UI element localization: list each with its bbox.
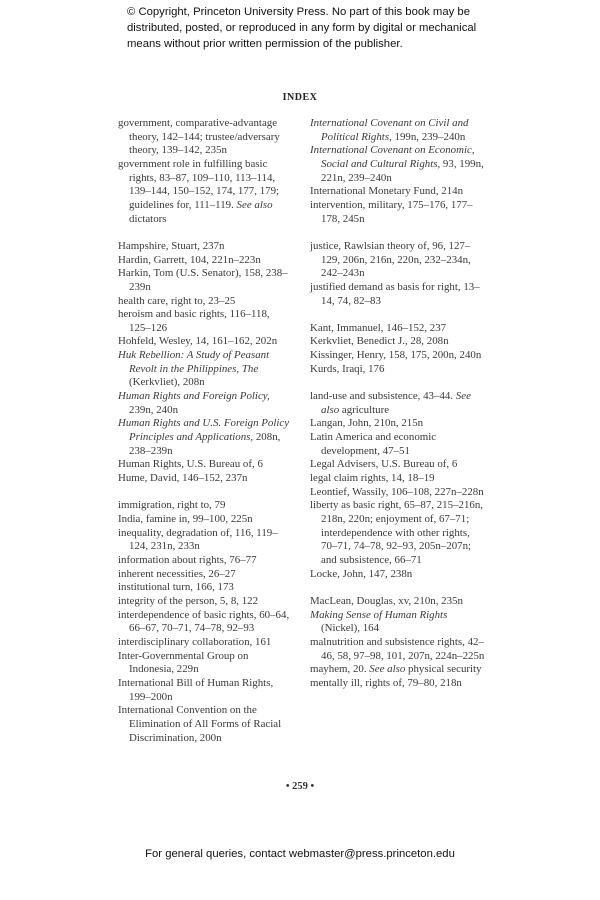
copyright-notice: © Copyright, Princeton University Press. No part of this book may be distributed, posted, or reproduced in any form by digital or mechanical means without prior written permission of the publisher. <box>127 6 477 50</box>
index-entry-text: 239n, 240n <box>129 403 179 416</box>
index-entry <box>310 185 486 199</box>
index-entry <box>310 417 486 431</box>
index-entry <box>118 240 294 254</box>
index-entry-text: inherent necessities, 26–27 <box>118 567 236 580</box>
index-entry <box>310 281 486 308</box>
index-entry <box>118 308 294 335</box>
index-entry <box>118 254 294 268</box>
index-entry <box>310 499 486 567</box>
index-entry-text: heroism and basic rights, 116–118, 125–126 <box>118 308 270 334</box>
index-column-right <box>310 117 486 691</box>
index-entry <box>310 390 486 417</box>
index-entry-italic-text: International Covenant on Economic, Social and Cultural Rights <box>310 144 475 170</box>
index-entry <box>118 513 294 527</box>
index-entry-text: Human Rights, U.S. Bureau of, 6 <box>118 458 263 471</box>
index-entry-italic-text: See also <box>369 663 406 676</box>
index-entry-text: government role in fulfilling basic rights, 83–87, 109–110, 113–114, 139–144, 150–152, 174, 177, 179; guidelines for, 111–119. <box>118 157 280 211</box>
index-entry-italic-text: Making Sense of Human Rights <box>310 608 448 621</box>
index-entry-text: Kerkvliet, Benedict J., 28, 208n <box>310 335 449 348</box>
index-entry-text: Kant, Immanuel, 146–152, 237 <box>310 321 447 334</box>
index-entry <box>118 581 294 595</box>
index-entry-text: 208n, 238–239n <box>129 431 281 457</box>
index-entry-text: mayhem, 20. <box>310 663 370 676</box>
index-entry <box>310 144 486 185</box>
index-entry-text: Leontief, Wassily, 106–108, 227n–228n <box>310 485 484 498</box>
index-entry-italic-text: See also <box>321 390 471 416</box>
index-entry-text: intervention, military, 175–176, 177–178, 245n <box>310 198 473 225</box>
index-entry <box>310 486 486 500</box>
index-entry-text: Hampshire, Stuart, 237n <box>118 239 225 252</box>
index-entry-italic-text: See also <box>236 198 273 211</box>
index-entry <box>118 390 294 417</box>
index-entry-text: , 93, 199n, 221n, 239–240n <box>321 157 484 184</box>
index-entry <box>118 677 294 704</box>
index-entry <box>310 609 486 636</box>
index-entry <box>310 363 486 377</box>
index-entry <box>310 636 486 663</box>
page-title: INDEX <box>282 92 318 103</box>
index-entry <box>310 472 486 486</box>
index-entry <box>118 417 294 458</box>
index-entry-text: Latin America and economic development, 47–51 <box>310 431 437 457</box>
index-entry <box>118 554 294 568</box>
index-entry-text: Harkin, Tom (U.S. Senator), 158, 238–239n <box>118 267 288 293</box>
index-entry <box>310 568 486 582</box>
index-entry-text: Hume, David, 146–152, 237n <box>118 472 248 485</box>
index-entry <box>310 199 486 226</box>
index-entry-text: interdisciplinary collaboration, 161 <box>118 635 272 648</box>
index-column-left <box>118 117 294 745</box>
index-entry <box>118 117 294 158</box>
index-entry-text: Legal Advisers, U.S. Bureau of, 6 <box>310 458 458 471</box>
index-entry <box>118 527 294 554</box>
index-entry <box>310 595 486 609</box>
index-entry <box>310 458 486 472</box>
index-entry <box>118 158 294 226</box>
index-entry-italic-text: Huk Rebellion: A Study of Peasant Revolt in the Philippines, The <box>118 349 270 375</box>
index-entry-text: legal claim rights, 14, 18–19 <box>310 472 435 485</box>
index-entry <box>118 458 294 472</box>
index-entry <box>310 322 486 336</box>
index-entry-text: integrity of the person, 5, 8, 122 <box>118 594 259 607</box>
index-entry-text: immigration, right to, 79 <box>118 499 226 512</box>
index-entry <box>310 349 486 363</box>
index-entry-text: , 199n, 239–240n <box>389 130 466 143</box>
index-entry <box>118 499 294 513</box>
index-entry-italic-text: Human Rights and U.S. Foreign Policy Principles and Applications, <box>118 417 290 444</box>
index-entry-text: justified demand as basis for right, 13–14, 74, 82–83 <box>310 280 480 307</box>
index-entry-text: International Convention on the Elimination of All Forms of Racial Discrimination, 200n <box>118 704 282 744</box>
index-entry-text: liberty as basic right, 65–87, 215–216n, 218n, 220n; enjoyment of, 67–71; interdependence with other rights, 70–71, 74–78, 92–93, 205n–207n; and subsistence, 66–71 <box>310 499 484 566</box>
index-entry-text: Hohfeld, Wesley, 14, 161–162, 202n <box>118 335 278 348</box>
footer-contact: For general queries, contact webmaster@press.princeton.edu <box>145 848 455 860</box>
index-entry-text: Hardin, Garrett, 104, 221n–223n <box>118 253 261 266</box>
index-entry <box>118 267 294 294</box>
index-entry-text: dictators <box>129 212 167 225</box>
index-entry <box>310 240 486 281</box>
index-entry-text: justice, Rawlsian theory of, 96, 127–129, 206n, 216n, 220n, 232–234n, 242–243n <box>310 239 471 280</box>
index-entry <box>310 117 486 144</box>
index-entry-text: Langan, John, 210n, 215n <box>310 417 424 430</box>
index-entry <box>118 295 294 309</box>
index-entry-text: (Kerkvliet), 208n <box>129 376 205 389</box>
index-entry <box>118 595 294 609</box>
index-entry <box>118 609 294 636</box>
index-entry-text: Locke, John, 147, 238n <box>310 567 413 580</box>
index-entry-text: government, comparative-advantage theory, 142–144; trustee/adversary theory, 139–142, 235n <box>118 117 280 157</box>
index-entry-text: health care, right to, 23–25 <box>118 294 236 307</box>
index-entry <box>310 431 486 458</box>
index-entry-italic-text: Human Rights and Foreign Policy, <box>118 390 270 403</box>
index-entry-text: interdependence of basic rights, 60–64, 66–67, 70–71, 74–78, 92–93 <box>118 608 290 635</box>
index-entry-text: International Bill of Human Rights, 199–200n <box>118 676 274 703</box>
index-entry-italic-text: International Covenant on Civil and Political Rights <box>310 117 469 143</box>
index-entry <box>118 568 294 582</box>
index-entry-text: institutional turn, 166, 173 <box>118 581 234 594</box>
index-entry-text: information about rights, 76–77 <box>118 553 257 566</box>
index-entry-text: mentally ill, rights of, 79–80, 218n <box>310 676 462 689</box>
index-entry <box>310 335 486 349</box>
index-entry-text: Kissinger, Henry, 158, 175, 200n, 240n <box>310 349 482 362</box>
index-entry-text: agriculture <box>339 403 390 416</box>
index-entry-text: Kurds, Iraqi, 176 <box>310 362 385 375</box>
index-entry <box>118 349 294 390</box>
index-entry <box>118 335 294 349</box>
index-entry-text: land-use and subsistence, 43–44. <box>310 390 456 403</box>
index-entry <box>118 650 294 677</box>
index-entry-text: International Monetary Fund, 214n <box>310 185 464 198</box>
index-entry <box>310 663 486 677</box>
index-entry-text: physical security <box>405 663 482 676</box>
index-entry-text: (Nickel), 164 <box>321 622 380 635</box>
index-entry <box>310 677 486 691</box>
index-entry-text: India, famine in, 99–100, 225n <box>118 513 253 525</box>
index-entry-text: inequality, degradation of, 116, 119–124, 231n, 233n <box>118 526 278 553</box>
index-entry-text: MacLean, Douglas, xv, 210n, 235n <box>310 594 463 607</box>
index-entry <box>118 472 294 486</box>
index-entry-text: malnutrition and subsistence rights, 42–46, 58, 97–98, 101, 207n, 224n–225n <box>310 635 485 662</box>
page-number: • 259 • <box>285 781 315 792</box>
index-entry <box>118 704 294 745</box>
index-entry-text: Inter-Governmental Group on Indonesia, 229n <box>118 649 249 676</box>
index-entry <box>118 636 294 650</box>
